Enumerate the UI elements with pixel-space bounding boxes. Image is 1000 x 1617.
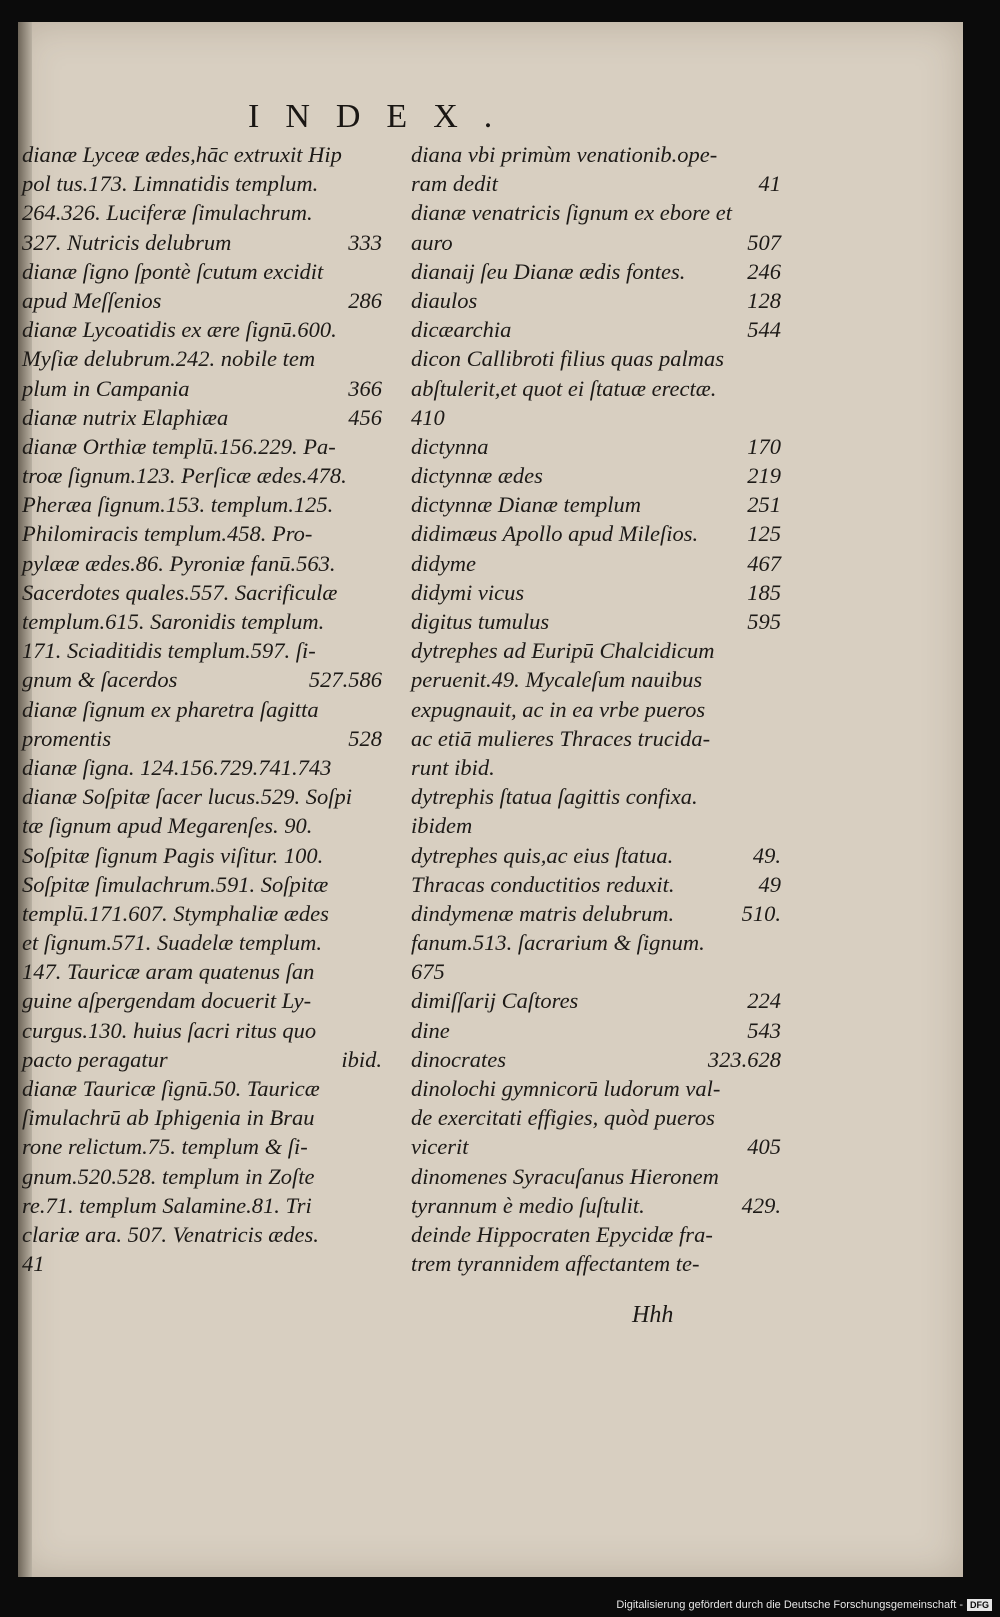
index-entry-line: [22, 169, 382, 198]
entry-text: 264.326. Luciferæ ſimulachrum.: [22, 200, 313, 226]
entry-page-number: [773, 636, 781, 665]
entry-text: runt ibid.: [411, 754, 495, 780]
entry-text: pol tus.173. Limnatidis templum.: [22, 171, 319, 197]
index-entry-line: [411, 461, 781, 490]
index-entry-line: [411, 1191, 781, 1220]
entry-text: plum in Campania: [22, 375, 190, 401]
entry-page-number: [374, 1162, 382, 1191]
index-entry-line: [411, 1103, 781, 1132]
entry-text: vicerit: [411, 1134, 469, 1160]
entry-page-number: [374, 928, 382, 957]
entry-text: fanum.513. ſacrarium & ſignum.: [411, 930, 705, 956]
entry-text: de exercitati effigies, quòd pueros: [411, 1105, 715, 1131]
index-entry-line: [22, 461, 382, 490]
index-entry-line: [22, 257, 382, 286]
entry-page-number: [374, 1249, 382, 1278]
index-entry-line: [411, 403, 781, 432]
entry-text: 675: [411, 959, 445, 985]
entry-page-number: [773, 198, 781, 227]
entry-text: dictynnæ Dianæ templum: [411, 492, 641, 518]
entry-text: dianæ ſignum ex pharetra ſagitta: [22, 696, 319, 722]
entry-page-number: [374, 1103, 382, 1132]
index-entry-line: [411, 695, 781, 724]
entry-text: dinolochi gymnicorū ludorum val-: [411, 1076, 721, 1101]
index-entry-line: [22, 344, 382, 373]
index-entry-line: [22, 1249, 382, 1278]
entry-text: re.71. templum Salamine.81. Tri: [22, 1192, 312, 1218]
index-column-left: [22, 140, 382, 1278]
index-entry-line: [411, 344, 781, 373]
entry-text: curgus.130. huius ſacri ritus quo: [22, 1017, 317, 1043]
entry-page-number: [773, 753, 781, 782]
entry-text: dianæ venatricis ſignum ex ebore et: [411, 200, 732, 226]
entry-text: dine: [411, 1017, 450, 1043]
entry-page-number: 251: [747, 492, 781, 518]
entry-text: pylææ ædes.86. Pyroniæ fanū.563.: [22, 550, 336, 576]
index-entry-line: [411, 782, 781, 811]
entry-text: dictynnæ ædes: [411, 463, 543, 489]
index-entry-line: [411, 1016, 781, 1045]
entry-text: pacto peragatur: [22, 1046, 168, 1072]
index-entry-line: [411, 928, 781, 957]
entry-page-number: [374, 490, 382, 519]
index-entry-line: [411, 1045, 781, 1074]
entry-text: didyme: [411, 550, 476, 576]
entry-page-number: [374, 198, 382, 227]
index-entry-line: [22, 228, 382, 257]
entry-text: 171. Sciaditidis templum.597. ſi-: [22, 638, 316, 664]
entry-page-number: [773, 957, 781, 986]
entry-page-number: [374, 461, 382, 490]
entry-page-number: [374, 811, 382, 840]
index-entry-line: [22, 315, 382, 344]
entry-text: didymi vicus: [411, 579, 525, 605]
index-entry-line: [411, 286, 781, 315]
index-entry-line: [22, 1074, 382, 1103]
index-entry-line: [411, 986, 781, 1015]
entry-page-number: 286: [348, 287, 382, 313]
entry-page-number: 543: [747, 1017, 781, 1043]
index-entry-line: [22, 374, 382, 403]
entry-text: troæ ſignum.123. Perſicæ ædes.478.: [22, 463, 347, 489]
entry-text: dianæ ſigno ſpontè ſcutum excidit: [22, 258, 324, 284]
entry-page-number: [773, 374, 781, 403]
index-entry-line: [411, 578, 781, 607]
index-entry-line: [411, 315, 781, 344]
catchword: Hhh: [632, 1302, 674, 1328]
entry-text: 147. Tauricæ aram quatenus ſan: [22, 959, 315, 985]
entry-text: dianæ Orthiæ templū.156.229. Pa-: [22, 433, 336, 459]
index-entry-line: [22, 607, 382, 636]
entry-page-number: [773, 1220, 781, 1249]
entry-page-number: 49: [758, 871, 781, 897]
index-entry-line: [411, 432, 781, 461]
entry-text: tyrannum è medio ſuſtulit.: [411, 1192, 645, 1218]
entry-text: dictynna: [411, 433, 489, 459]
index-entry-line: [22, 198, 382, 227]
index-column-right: [411, 140, 781, 1278]
entry-text: peruenit.49. Mycaleſum nauibus: [411, 667, 703, 693]
entry-page-number: 528: [348, 725, 382, 751]
index-entry-line: [22, 870, 382, 899]
entry-page-number: [374, 870, 382, 899]
index-entry-line: [411, 957, 781, 986]
entry-page-number: 467: [747, 550, 781, 576]
entry-page-number: [773, 1162, 781, 1191]
entry-text: dindymenæ matris delubrum.: [411, 900, 675, 926]
index-entry-line: [411, 1220, 781, 1249]
entry-page-number: 323.628: [707, 1046, 781, 1072]
entry-page-number: [374, 1191, 382, 1220]
entry-page-number: 544: [747, 317, 781, 343]
index-entry-line: [411, 607, 781, 636]
index-entry-line: [22, 928, 382, 957]
entry-text: rone relictum.75. templum & ſi-: [22, 1134, 308, 1160]
entry-page-number: 510.: [741, 900, 781, 926]
entry-page-number: 49.: [752, 842, 781, 868]
index-entry-line: [22, 665, 382, 694]
index-entry-line: [22, 782, 382, 811]
page-header: INDEX.: [248, 98, 519, 135]
index-entry-line: [411, 1074, 781, 1103]
entry-text: dianaij ſeu Dianæ ædis fontes.: [411, 258, 686, 284]
entry-text: guine aſpergendam docuerit Ly-: [22, 988, 312, 1014]
entry-text: dianæ Tauricæ ſignū.50. Tauricæ: [22, 1076, 320, 1101]
entry-text: tæ ſignum apud Megarenſes. 90.: [22, 813, 313, 839]
index-entry-line: [411, 724, 781, 753]
entry-text: templū.171.607. Stymphaliæ ædes: [22, 900, 329, 926]
entry-text: dimiſſarij Caſtores: [411, 988, 579, 1014]
entry-page-number: [773, 782, 781, 811]
entry-page-number: 507: [747, 229, 781, 255]
index-entry-line: [22, 899, 382, 928]
index-entry-line: [22, 695, 382, 724]
entry-page-number: [374, 1074, 382, 1103]
entry-text: Soſpitæ ſimulachrum.591. Soſpitæ: [22, 871, 329, 897]
entry-page-number: [374, 782, 382, 811]
entry-text: dianæ Lycoatidis ex ære ſignū.600.: [22, 317, 337, 343]
index-entry-line: [411, 841, 781, 870]
entry-page-number: [374, 519, 382, 548]
index-entry-line: [411, 1162, 781, 1191]
entry-text: trem tyrannidem affectantem te-: [411, 1251, 700, 1277]
entry-page-number: 219: [747, 463, 781, 489]
index-entry-line: [22, 140, 382, 169]
entry-text: Thracas conductitios reduxit.: [411, 871, 675, 897]
entry-page-number: 128: [747, 287, 781, 313]
index-entry-line: [22, 1191, 382, 1220]
entry-page-number: 429.: [741, 1192, 781, 1218]
entry-page-number: 456: [348, 404, 382, 430]
entry-text: apud Meſſenios: [22, 287, 162, 313]
entry-page-number: 527.586: [308, 667, 382, 693]
entry-page-number: [374, 899, 382, 928]
index-entry-line: [22, 1103, 382, 1132]
entry-page-number: 405: [747, 1134, 781, 1160]
dfg-logo: DFG: [967, 1599, 992, 1611]
entry-page-number: [773, 140, 781, 169]
entry-text: dianæ nutrix Elaphiæa: [22, 404, 229, 430]
index-entry-line: [22, 1045, 382, 1074]
entry-page-number: 246: [747, 258, 781, 284]
index-entry-line: [411, 374, 781, 403]
entry-page-number: [374, 636, 382, 665]
index-entry-line: [22, 286, 382, 315]
index-entry-line: [22, 1162, 382, 1191]
entry-text: dytrephes quis,ac eius ſtatua.: [411, 842, 674, 868]
entry-page-number: [773, 724, 781, 753]
index-entry-line: [22, 432, 382, 461]
footer-text: Digitalisierung gefördert durch die Deutsche Forschungsgemeinschaft -: [616, 1599, 963, 1611]
index-entry-line: [22, 1016, 382, 1045]
entry-text: dianæ ſigna. 124.156.729.741.743: [22, 754, 332, 780]
entry-text: diana vbi primùm venationib.ope-: [411, 142, 718, 167]
entry-page-number: [773, 811, 781, 840]
entry-text: dicæarchia: [411, 317, 512, 343]
entry-text: ac etiā mulieres Thraces trucida-: [411, 725, 711, 751]
index-entry-line: [22, 636, 382, 665]
entry-text: deinde Hippocraten Epycidæ fra-: [411, 1221, 713, 1247]
index-entry-line: [411, 899, 781, 928]
entry-text: Myſiæ delubrum.242. nobile tem: [22, 346, 316, 372]
entry-text: templum.615. Saronidis templum.: [22, 609, 325, 634]
entry-page-number: [374, 607, 382, 636]
index-entry-line: [22, 811, 382, 840]
entry-text: ſimulachrū ab Iphigenia in Brau: [22, 1105, 315, 1131]
entry-page-number: [374, 344, 382, 373]
entry-page-number: [773, 665, 781, 694]
entry-page-number: [374, 140, 382, 169]
entry-page-number: [374, 169, 382, 198]
entry-page-number: [374, 1220, 382, 1249]
entry-text: dytrephis ſtatua ſagittis confixa.: [411, 784, 698, 810]
index-entry-line: [411, 228, 781, 257]
index-entry-line: [411, 753, 781, 782]
entry-text: dicon Callibroti filius quas palmas: [411, 346, 724, 372]
entry-text: et ſignum.571. Suadelæ templum.: [22, 930, 322, 956]
index-entry-line: [22, 753, 382, 782]
index-entry-line: [22, 986, 382, 1015]
entry-text: Sacerdotes quales.557. Sacrificulæ: [22, 579, 338, 605]
entry-text: 410: [411, 404, 445, 430]
index-entry-line: [22, 957, 382, 986]
entry-page-number: 125: [747, 521, 781, 547]
entry-page-number: [374, 578, 382, 607]
entry-text: promentis: [22, 725, 112, 751]
index-entry-line: [411, 490, 781, 519]
entry-text: dinomenes Syracuſanus Hieronem: [411, 1163, 719, 1189]
entry-text: Pheræa ſignum.153. templum.125.: [22, 492, 334, 518]
entry-page-number: 224: [747, 988, 781, 1014]
entry-text: dianæ Lyceæ ædes,hāc extruxit Hip: [22, 142, 342, 167]
footer: [616, 1599, 992, 1611]
entry-text: clariæ ara. 507. Venatricis ædes.: [22, 1221, 319, 1247]
index-entry-line: [22, 1220, 382, 1249]
index-entry-line: [22, 490, 382, 519]
index-entry-line: [411, 665, 781, 694]
index-entry-line: [411, 811, 781, 840]
index-entry-line: [22, 1132, 382, 1161]
entry-text: dytrephes ad Euripū Chalcidicum: [411, 638, 715, 664]
entry-page-number: [374, 753, 382, 782]
index-entry-line: [411, 140, 781, 169]
entry-page-number: [374, 841, 382, 870]
entry-page-number: [374, 432, 382, 461]
entry-text: 327. Nutricis delubrum: [22, 229, 232, 255]
index-entry-line: [411, 198, 781, 227]
index-entry-line: [411, 519, 781, 548]
entry-page-number: 366: [348, 375, 382, 401]
index-entry-line: [22, 578, 382, 607]
entry-page-number: 170: [747, 433, 781, 459]
entry-text: auro: [411, 229, 453, 255]
index-entry-line: [411, 870, 781, 899]
entry-text: expugnauit, ac in ea vrbe pueros: [411, 696, 706, 722]
entry-page-number: [773, 695, 781, 724]
index-entry-line: [411, 1132, 781, 1161]
entry-text: 41: [22, 1251, 45, 1277]
entry-page-number: [374, 986, 382, 1015]
entry-text: dinocrates: [411, 1046, 506, 1072]
index-entry-line: [411, 636, 781, 665]
entry-text: dianæ Soſpitæ ſacer lucus.529. Soſpi: [22, 784, 352, 810]
entry-text: gnum & ſacerdos: [22, 667, 178, 693]
entry-page-number: [773, 344, 781, 373]
index-entry-line: [22, 841, 382, 870]
entry-text: ram dedit: [411, 171, 498, 197]
entry-page-number: [374, 695, 382, 724]
index-entry-line: [411, 1249, 781, 1278]
entry-text: diaulos: [411, 287, 478, 313]
entry-page-number: [773, 403, 781, 432]
entry-text: ibidem: [411, 813, 473, 839]
entry-page-number: [773, 928, 781, 957]
entry-page-number: [773, 1103, 781, 1132]
entry-page-number: [773, 1074, 781, 1103]
entry-page-number: [773, 1249, 781, 1278]
entry-page-number: [374, 1016, 382, 1045]
entry-page-number: ibid.: [341, 1046, 382, 1072]
entry-page-number: 185: [747, 579, 781, 605]
entry-text: digitus tumulus: [411, 609, 550, 634]
entry-page-number: [374, 257, 382, 286]
entry-page-number: 595: [747, 609, 781, 634]
index-entry-line: [22, 519, 382, 548]
index-entry-line: [411, 549, 781, 578]
entry-text: Philomiracis templum.458. Pro-: [22, 521, 313, 547]
index-entry-line: [22, 403, 382, 432]
entry-text: abſtulerit,et quot ei ſtatuæ erectæ.: [411, 375, 717, 401]
entry-page-number: [374, 957, 382, 986]
entry-text: didimæus Apollo apud Mileſios.: [411, 521, 699, 547]
entry-page-number: [374, 1132, 382, 1161]
entry-text: gnum.520.528. templum in Zoſte: [22, 1163, 315, 1189]
entry-page-number: 333: [348, 229, 382, 255]
entry-page-number: 41: [758, 171, 781, 197]
index-entry-line: [411, 169, 781, 198]
entry-page-number: [374, 549, 382, 578]
entry-page-number: [374, 315, 382, 344]
index-entry-line: [22, 549, 382, 578]
index-entry-line: [22, 724, 382, 753]
index-entry-line: [411, 257, 781, 286]
entry-text: Soſpitæ ſignum Pagis viſitur. 100.: [22, 842, 324, 868]
